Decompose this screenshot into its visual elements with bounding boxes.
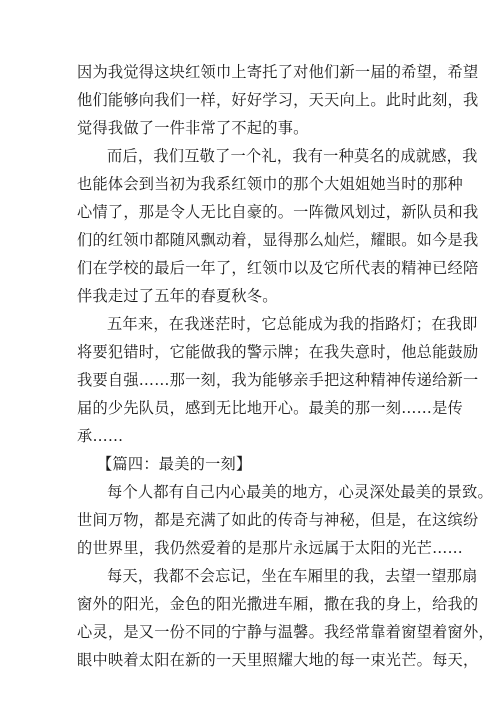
text-line: 的世界里，我仍然爱着的是那片永远属于太阳的光芒…… <box>77 539 463 557</box>
text-line: 世间万物，都是充满了如此的传奇与神秘，但是，在这缤纷 <box>77 511 479 529</box>
text-line: 他们能够向我们一样，好好学习，天天向上。此时此刻，我 <box>77 91 479 109</box>
text-line: 伴我走过了五年的春夏秋冬。 <box>77 287 278 305</box>
text-line: 眼中映着太阳在新的一天里照耀大地的每一束光芒。每天， <box>77 651 479 669</box>
paragraph-first-line: 而后，我们互敬了一个礼，我有一种莫名的成就感，我 <box>107 147 478 165</box>
text-line: 觉得我做了一件非常了不起的事。 <box>77 119 309 137</box>
text-line: 承…… <box>77 427 124 445</box>
text-line: 将要犯错时，它能做我的警示牌；在我失意时，他总能鼓励 <box>77 343 479 361</box>
text-line: 们的红领巾都随风飘动着，显得那么灿烂，耀眼。如今是我 <box>77 231 479 249</box>
paragraph-first-line: 五年来，在我迷茫时，它总能成为我的指路灯；在我即 <box>107 315 478 333</box>
section-heading: 【篇四：最美的一刻】 <box>97 455 252 473</box>
paragraph-first-line: 每个人都有自己内心最美的地方，心灵深处最美的景致。 <box>107 483 493 501</box>
text-line: 我要自强……那一刻，我为能够亲手把这种精神传递给新一 <box>77 371 479 389</box>
text-line: 届的少先队员，感到无比地开心。最美的那一刻……是传 <box>77 399 463 417</box>
text-line: 窗外的阳光，金色的阳光撒进车厢，撒在我的身上，给我的 <box>77 595 479 613</box>
text-line: 心情了，那是令人无比自豪的。一阵微风划过，新队员和我 <box>77 203 479 221</box>
text-line: 也能体会到当初为我系红领巾的那个大姐姐她当时的那种 <box>77 175 463 193</box>
text-line: 们在学校的最后一年了，红领巾以及它所代表的精神已经陪 <box>77 259 479 277</box>
text-line: 心灵，是又一份不同的宁静与温馨。我经常靠着窗望着窗外， <box>77 623 494 641</box>
text-line: 因为我觉得这块红领巾上寄托了对他们新一届的希望，希望 <box>77 63 479 81</box>
paragraph-first-line: 每天，我都不会忘记，坐在车厢里的我，去望一望那扇 <box>107 567 478 585</box>
